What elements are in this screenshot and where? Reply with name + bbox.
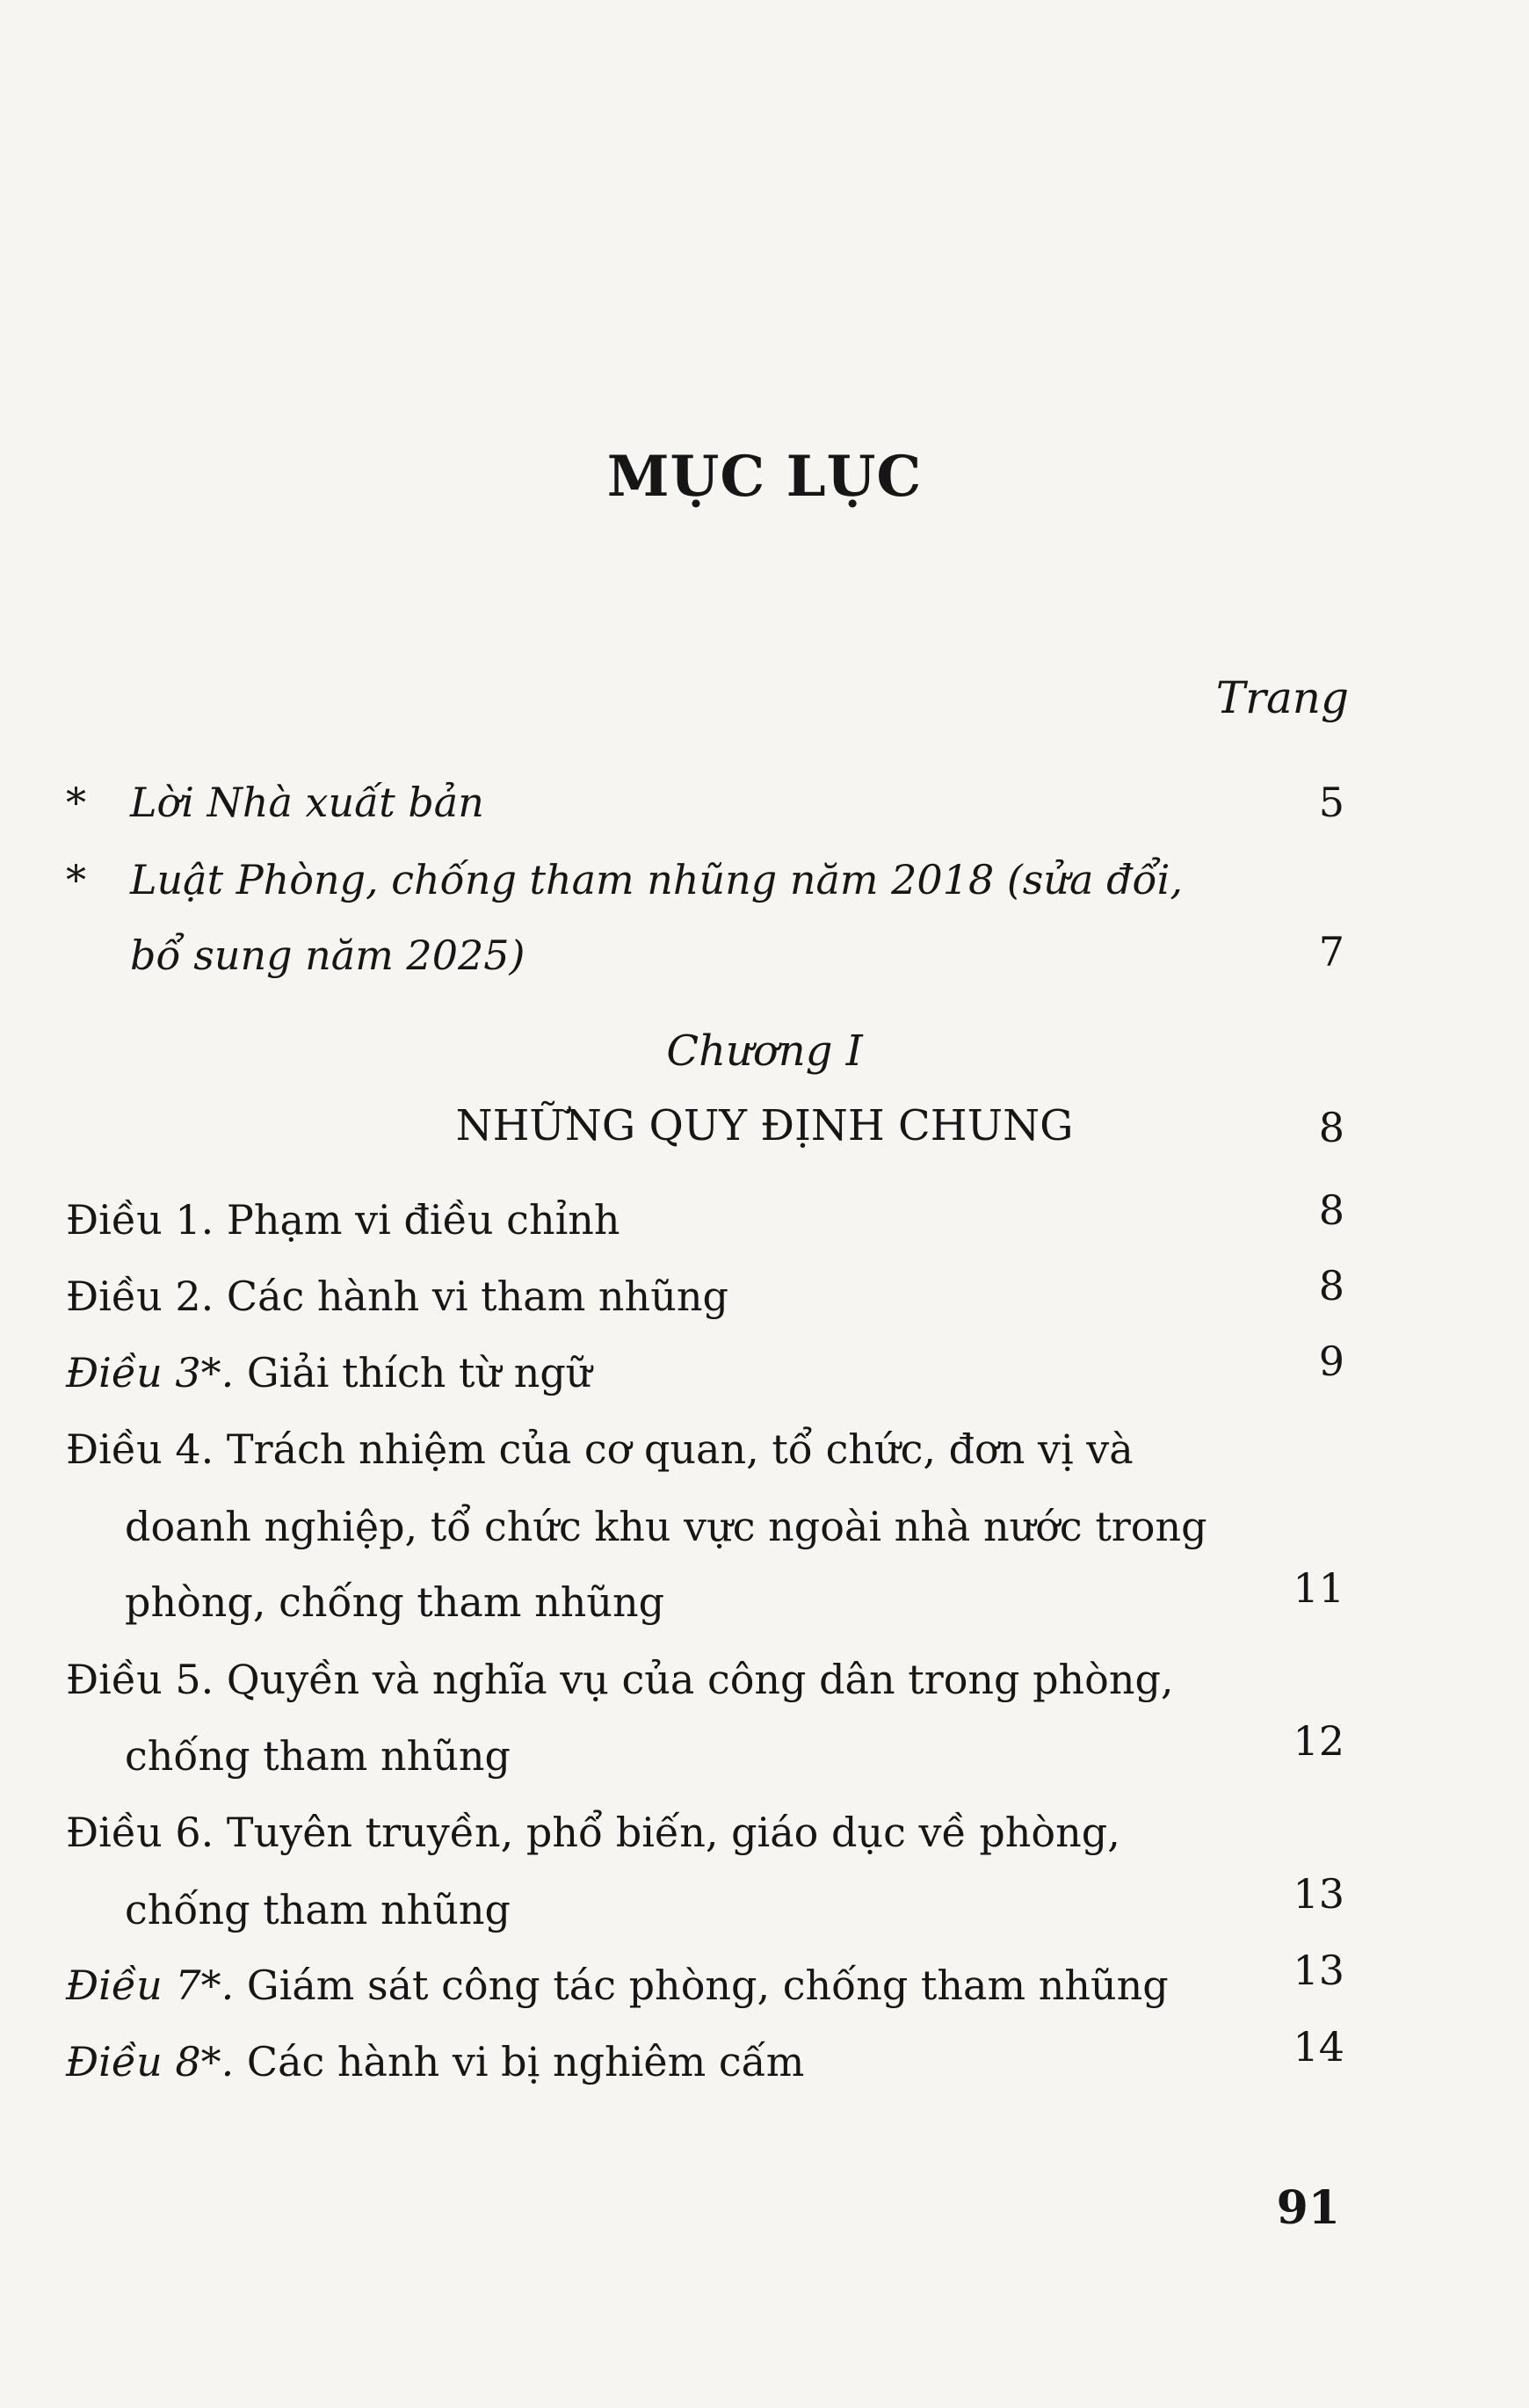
entry-line: Lời Nhà xuất bản (130, 779, 484, 826)
page-number: 13 (1293, 1947, 1344, 1994)
page-number: 9 (1318, 1338, 1344, 1385)
article-title: Tuyên truyền, phổ biến, giáo dục về phòng, (226, 1809, 1120, 1856)
article-prefix: Điều 8*. (66, 2038, 235, 2085)
entry-line: phòng, chống tham nhũng (125, 1578, 665, 1626)
toc-intro-entry-text (130, 765, 484, 840)
toc-intro-entry-text (130, 842, 1183, 993)
article-title: Giải thích từ ngữ (246, 1349, 592, 1396)
toc-article-entry (66, 1642, 1174, 1717)
page-number: 8 (1318, 1262, 1344, 1309)
page-column-label: Trang (1215, 672, 1349, 723)
entry-line: bổ sung năm 2025) (130, 932, 525, 979)
toc-article-entry (66, 2024, 804, 2100)
chapter-title: NHỮNG QUY ĐỊNH CHUNG (455, 1101, 1074, 1150)
bullet-marker: * (66, 779, 86, 826)
toc-article-entry (66, 1947, 1169, 2023)
entry-line: chống tham nhũng (125, 1732, 511, 1780)
toc-article-entry (66, 1411, 1134, 1487)
page-number: 8 (1318, 1104, 1344, 1151)
page-number: 11 (1293, 1564, 1344, 1612)
article-title: Trách nhiệm của cơ quan, tổ chức, đơn vị và (226, 1425, 1134, 1473)
article-title: Các hành vi tham nhũng (226, 1273, 728, 1320)
article-prefix: Điều 1. (66, 1196, 214, 1244)
page-number: 14 (1293, 2023, 1344, 2071)
article-prefix: Điều 4. (66, 1425, 214, 1473)
article-prefix: Điều 6. (66, 1809, 214, 1856)
article-title: Các hành vi bị nghiêm cấm (246, 2038, 805, 2085)
page-number: 13 (1293, 1870, 1344, 1918)
entry-line: doanh nghiệp, tổ chức khu vực ngoài nhà nước trong (125, 1503, 1207, 1550)
article-title: Giám sát công tác phòng, chống tham nhũng (246, 1962, 1169, 2009)
folio-page-number: 91 (1276, 2181, 1340, 2235)
toc-article-entry (66, 1258, 728, 1334)
toc-article-entry (66, 1795, 1120, 1870)
page-number: 5 (1318, 779, 1344, 826)
page-number: 7 (1318, 928, 1344, 976)
toc-article-entry-continuation (125, 1489, 1207, 1640)
toc-article-entry (66, 1335, 591, 1411)
entry-line: Luật Phòng, chống tham nhũng năm 2018 (sửa đổi, (130, 856, 1183, 903)
page-number: 12 (1293, 1717, 1344, 1765)
toc-intro-entry (66, 842, 86, 918)
article-prefix: Điều 3*. (66, 1349, 235, 1396)
entry-line: chống tham nhũng (125, 1886, 511, 1933)
article-title: Phạm vi điều chỉnh (226, 1196, 620, 1244)
article-title: Quyền và nghĩa vụ của công dân trong phòng, (226, 1656, 1174, 1703)
page-title: MỤC LỤC (606, 444, 923, 510)
page-number: 8 (1318, 1186, 1344, 1234)
toc-article-entry (66, 1182, 620, 1258)
bullet-marker: * (66, 856, 86, 903)
article-prefix: Điều 5. (66, 1656, 214, 1703)
toc-article-entry-continuation (125, 1872, 511, 1947)
toc-article-entry-continuation (125, 1718, 511, 1794)
chapter-label: Chương I (666, 1026, 863, 1076)
toc-intro-entry (66, 765, 86, 840)
article-prefix: Điều 2. (66, 1273, 214, 1320)
article-prefix: Điều 7*. (66, 1962, 235, 2009)
